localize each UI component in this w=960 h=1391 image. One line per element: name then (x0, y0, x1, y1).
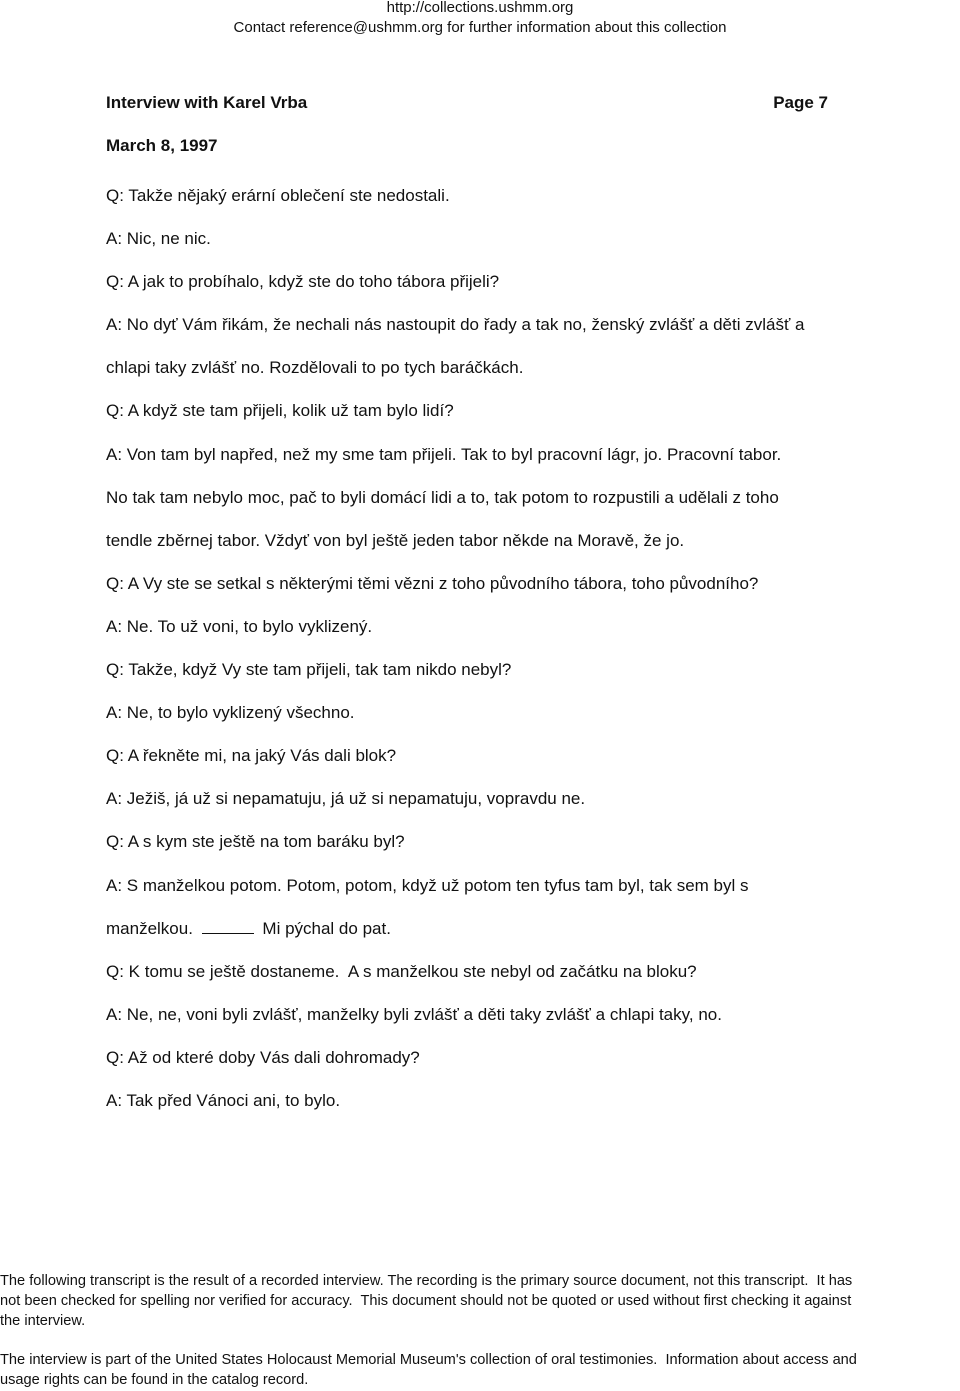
collection-header (0, 0, 960, 38)
transcript-line: Q: A řekněte mi, na jaký Vás dali blok? (106, 746, 397, 766)
collection-line: The interview is part of the United States Holocaust Memorial Museum's collection of oral testimonies. Information about access and (0, 1352, 857, 1368)
transcript-line: A: Ne, ne, voni byli zvlášť, manželky byli zvlášť a děti taky zvlášť a chlapi taky, no. (106, 1004, 722, 1024)
interview-title: Interview with Karel Vrba (106, 93, 308, 112)
disclaimer-line: the interview. (0, 1313, 86, 1329)
blank-line-after: Mi pýchal do pat. (262, 918, 391, 938)
blank-underline (202, 919, 254, 934)
page-number: Page 7 (773, 93, 828, 112)
transcript-line: Q: A jak to probíhalo, když ste do toho tábora přijeli? (106, 272, 500, 292)
disclaimer-line: not been checked for spelling nor verified for accuracy. This document should not be quoted or used without first checking it against (0, 1293, 852, 1309)
transcript-line: Q: K tomu se ještě dostaneme. A s manželkou ste nebyl od začátku na bloku? (106, 961, 697, 981)
disclaimer-line: The following transcript is the result of a recorded interview. The recording is the primary source document, not this transcript. It has (0, 1273, 853, 1289)
transcript-body (106, 174, 886, 1122)
collection-footer (0, 1350, 960, 1390)
interview-date: March 8, 1997 (106, 136, 218, 155)
transcript-line: Q: A Vy ste se setkal s některými těmi vězni z toho původního tábora, toho původního? (106, 573, 759, 593)
transcript-line: A: Ne, to bylo vyklizený všechno. (106, 703, 355, 723)
transcript-line: A: S manželkou potom. Potom, potom, když už potom ten tyfus tam byl, tak sem byl s (106, 875, 749, 895)
transcript-line: chlapi taky zvlášť no. Rozdělovali to po tych baráčkách. (106, 358, 524, 378)
contact-line: Contact reference@ushmm.org for further information about this collection (233, 19, 727, 36)
transcript-line: No tak tam nebylo moc, pač to byli domácí lidi a to, tak potom to rozpustili a udělali z toho (106, 487, 779, 507)
transcript-line: Q: Až od které doby Vás dali dohromady? (106, 1047, 420, 1067)
transcript-line: Q: Takže nějaký erární oblečení ste nedostali. (106, 186, 450, 205)
transcript-line: Q: A s kym ste ještě na tom baráku byl? (106, 832, 405, 852)
transcript-line: A: No dyť Vám řikám, že nechali nás nastoupit do řady a tak no, ženský zvlášť a děti zvlášť a (106, 315, 805, 335)
collection-line: usage rights can be found in the catalog record. (0, 1372, 309, 1388)
document-title-row (106, 93, 828, 113)
transcript-line: A: Nic, ne nic. (106, 229, 211, 249)
transcript-line: tendle zběrnej tabor. Vždyť von byl ještě jeden tabor někde na Moravě, že jo. (106, 530, 685, 550)
transcript-line: A: Ne. To už voni, to bylo vyklizený. (106, 616, 373, 636)
transcript-line: Q: A když ste tam přijeli, kolik už tam bylo lidí? (106, 401, 454, 421)
transcript-line: Q: Takže, když Vy ste tam přijeli, tak tam nikdo nebyl? (106, 660, 512, 680)
disclaimer-footer (0, 1271, 960, 1331)
transcript-line: A: Ježiš, já už si nepamatuju, já už si nepamatuju, vopravdu ne. (106, 789, 586, 809)
blank-line-before: manželkou. (106, 918, 193, 938)
transcript-line: A: Tak před Vánoci ani, to bylo. (106, 1090, 341, 1110)
transcript-line: A: Von tam byl napřed, než my sme tam přijeli. Tak to byl pracovní lágr, jo. Pracovní tabor. (106, 444, 782, 464)
collection-url[interactable]: http://collections.ushmm.org (386, 0, 574, 16)
transcript-line-with-blank (106, 907, 886, 950)
